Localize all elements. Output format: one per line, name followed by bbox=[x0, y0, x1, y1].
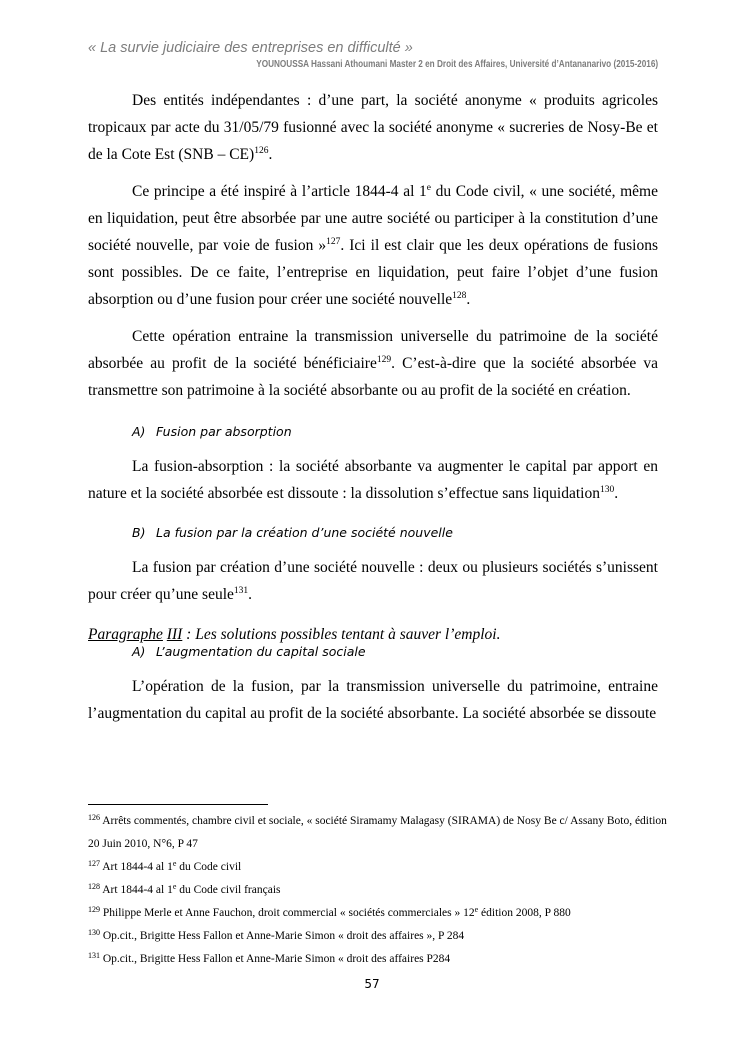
footnote: $^{127}$ Art 1844-4 al 1e du Code civil bbox=[88, 859, 242, 873]
paragraph: Ce principe a été inspiré à l’article 1844-4 al 1e du Code civil, « une société, même en liquidation, peut être absorbée par une autre société ou participer à la constitution d’une société nouvelle, par voie de fusion »$^{127}$. Ici il est clair que les deux opérations de fusions sont possibles. De ce faite, l’entreprise en liquidation, peut faire l’objet d’une fusion absorption ou d’une fusion pour créer une société nouvelle$^{128}$. bbox=[88, 183, 659, 308]
page-number: 57 bbox=[364, 977, 380, 991]
paragraph: La fusion par création d’une société nouvelle : deux ou plusieurs sociétés s’unissent pour créer qu’une seule$^{131}$. bbox=[88, 559, 658, 603]
footnote-ref[interactable]: 130 bbox=[599, 485, 615, 495]
footnotes bbox=[88, 810, 668, 971]
section-heading: A) Fusion par absorption bbox=[132, 424, 292, 439]
footnote: $^{129}$ Philippe Merle et Anne Fauchon, droit commercial « sociétés commerciales » 12e édition 2008, P 880 bbox=[88, 905, 571, 919]
paragraph-heading: Paragraphe III : Les solutions possibles tentant à sauver l’emploi. bbox=[88, 626, 501, 643]
footnote: $^{128}$ Art 1844-4 al 1e du Code civil français bbox=[88, 882, 281, 896]
footnote-ref[interactable]: 126 bbox=[254, 146, 269, 156]
footnote-ref[interactable]: 131 bbox=[233, 586, 249, 596]
footnote-ref[interactable]: 127 bbox=[326, 237, 341, 247]
running-header-author: YOUNOUSSA Hassani Athoumani Master 2 en Droit des Affaires, Université d’Antananarivo (2015-2016) bbox=[256, 59, 658, 70]
paragraph: La fusion-absorption : la société absorbante va augmenter le capital par apport en nature et la société absorbée est dissoute : la dissolution s’effectue sans liquidation$^{130}$. bbox=[88, 458, 658, 502]
paragraph: Des entités indépendantes : d’une part, la société anonyme « produits agricoles tropicaux par acte du 31/05/79 fusionné avec la société anonyme « sucreries de Nosy-Be et de la Cote Est (SNB – CE)$^{126}$. bbox=[88, 92, 658, 163]
footnote: $^{131}$ Op.cit., Brigitte Hess Fallon et Anne-Marie Simon « droit des affaires P284 bbox=[88, 951, 451, 965]
footnote-ref[interactable]: 129 bbox=[376, 355, 392, 365]
body-text bbox=[88, 87, 658, 727]
running-header-title: « La survie judiciaire des entreprises en difficulté » bbox=[88, 40, 413, 56]
section-heading: A) L’augmentation du capital sociale bbox=[132, 644, 366, 659]
paragraph: L’opération de la fusion, par la transmission universelle du patrimoine, entraine l’augmentation du capital au profit de la société absorbante. La société absorbée se dissoute bbox=[88, 678, 658, 722]
footnote: $^{130}$ Op.cit., Brigitte Hess Fallon et Anne-Marie Simon « droit des affaires », P 284 bbox=[88, 928, 465, 942]
footnote-separator bbox=[88, 804, 268, 805]
footnote: $^{126}$ Arrêts commentés, chambre civil et sociale, « société Siramamy Malagasy (SIRAMA) de Nosy Be c/ Assany Boto, édition 20 Juin 2010, N°6, P 47 bbox=[88, 813, 667, 850]
section-heading: B) La fusion par la création d’une société nouvelle bbox=[132, 525, 453, 540]
paragraph: Cette opération entraine la transmission universelle du patrimoine de la société absorbée au profit de la société bénéficiaire$^{129}$. C’est-à-dire que la société absorbée va transmettre son patrimoine à la société absorbante ou au profit de la société en création. bbox=[88, 328, 658, 399]
footnote-ref[interactable]: 128 bbox=[452, 291, 467, 301]
